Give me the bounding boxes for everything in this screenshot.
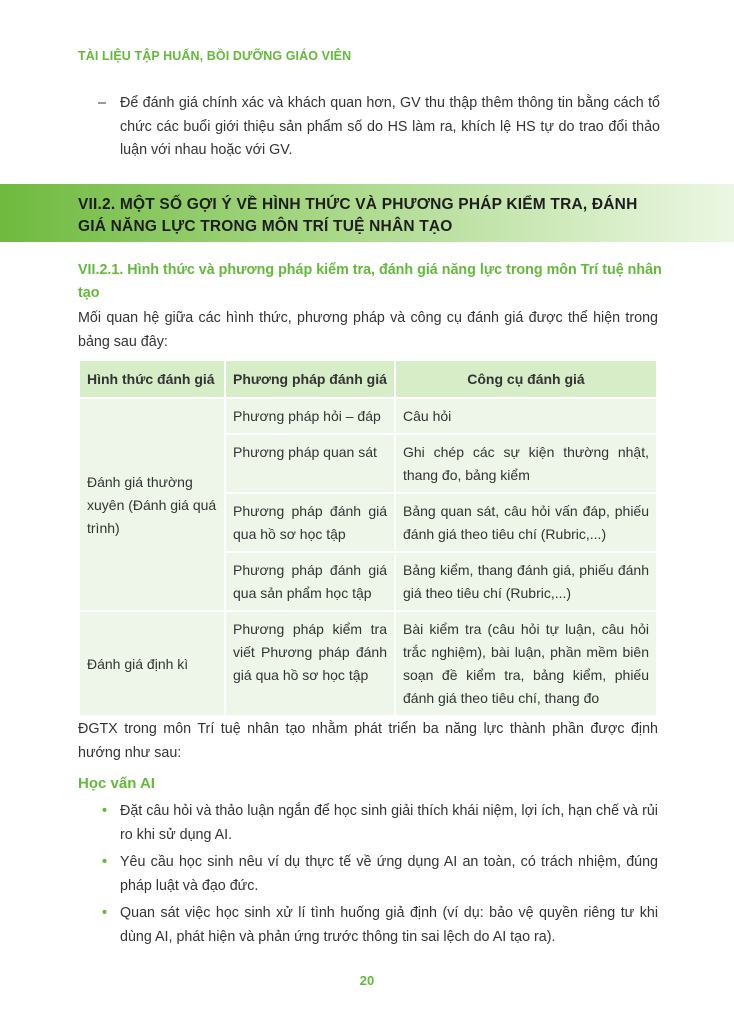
list-item-text: Yêu cầu học sinh nêu ví dụ thực tế về ứng dụng AI an toàn, có trách nhiệm, đúng pháp luật và đạo đức. — [120, 854, 658, 894]
competency-intro: ĐGTX trong môn Trí tuệ nhân tạo nhằm phát triển ba năng lực thành phần được định hướng như sau: — [78, 721, 658, 761]
running-header: TÀI LIỆU TẬP HUẤN, BỒI DƯỠNG GIÁO VIÊN — [78, 49, 352, 63]
tool-cell: Ghi chép các sự kiện thường nhật, thang đo, bảng kiểm — [395, 434, 657, 493]
header-tool: Công cụ đánh giá — [395, 360, 657, 398]
method-cell: Phương pháp kiểm tra viết Phương pháp đánh giá qua hồ sơ học tập — [225, 611, 395, 716]
list-item — [78, 902, 658, 949]
method-cell: Phương pháp đánh giá qua hồ sơ học tập — [225, 493, 395, 552]
page-number: 20 — [359, 973, 375, 988]
table-row — [79, 611, 657, 716]
bullet-icon: • — [102, 905, 108, 921]
table-intro: Mối quan hệ giữa các hình thức, phương pháp và công cụ đánh giá được thể hiện trong bảng sau đây: — [78, 310, 658, 350]
dash-marker: – — [98, 95, 106, 111]
tool-cell: Bảng kiểm, thang đánh giá, phiếu đánh giá theo tiêu chí (Rubric,...) — [395, 552, 657, 611]
method-cell: Phương pháp hỏi – đáp — [225, 398, 395, 434]
hoc-van-list — [78, 800, 658, 953]
intro-dash-paragraph — [98, 92, 660, 163]
list-item-text: Đặt câu hỏi và thảo luận ngắn để học sinh giải thích khái niệm, lợi ích, hạn chế và rủi ro khi sử dụng AI. — [120, 803, 658, 843]
list-item — [78, 800, 658, 847]
tool-cell: Bảng quan sát, câu hỏi vấn đáp, phiếu đánh giá theo tiêu chí (Rubric,...) — [395, 493, 657, 552]
tool-cell: Bài kiểm tra (câu hỏi tự luận, câu hỏi trắc nghiệm), bài luận, phần mềm biên soạn đề kiểm tra, bảng kiểm, phiếu đánh giá theo tiêu chí, thang đo — [395, 611, 657, 716]
tool-cell: Câu hỏi — [395, 398, 657, 434]
method-cell: Phương pháp quan sát — [225, 434, 395, 493]
bullet-icon: • — [102, 803, 108, 819]
form-cell: Đánh giá định kì — [79, 611, 225, 716]
section-title: VII.2. MỘT SỐ GỢI Ý VỀ HÌNH THỨC VÀ PHƯƠNG PHÁP KIỂM TRA, ĐÁNH GIÁ NĂNG LỰC TRONG MÔN TRÍ TUỆ NHÂN TẠO — [78, 196, 638, 235]
subsection-title: VII.2.1. Hình thức và phương pháp kiểm tra, đánh giá năng lực trong môn Trí tuệ nhân tạo — [78, 262, 662, 301]
bullet-icon: • — [102, 854, 108, 870]
table-header-row — [79, 360, 657, 398]
form-cell: Đánh giá thường xuyên (Đánh giá quá trình) — [79, 398, 225, 611]
table-row — [79, 398, 657, 434]
assessment-table — [78, 359, 658, 717]
intro-dash-text: Để đánh giá chính xác và khách quan hơn, GV thu thập thêm thông tin bằng cách tổ chức các buổi giới thiệu sản phẩm số do HS làm ra, khích lệ HS tự do trao đổi thảo luận với nhau hoặc với GV. — [120, 95, 660, 158]
method-cell: Phương pháp đánh giá qua sản phẩm học tập — [225, 552, 395, 611]
list-item — [78, 851, 658, 898]
list-item-text: Quan sát việc học sinh xử lí tình huống giả định (ví dụ: bảo vệ quyền riêng tư khi dùng AI, phát hiện và phản ứng trước thông tin sai lệch do AI tạo ra). — [120, 905, 658, 945]
header-form: Hình thức đánh giá — [79, 360, 225, 398]
header-method: Phương pháp đánh giá — [225, 360, 395, 398]
hoc-van-heading: Học vấn AI — [78, 775, 155, 792]
